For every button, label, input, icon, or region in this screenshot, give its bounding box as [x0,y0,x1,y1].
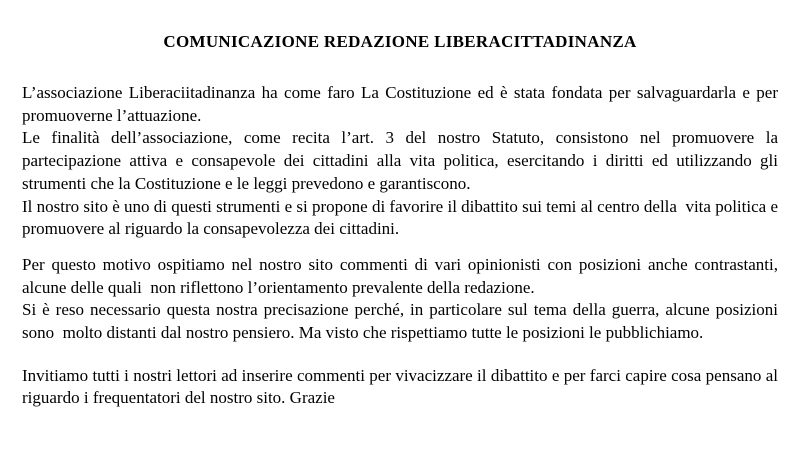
sentence: Per questo motivo ospitiamo nel nostro sito commenti di vari opinionisti con posizioni anche contrastanti, alcune delle quali non riflettono l’orientamento prevalente della redazione. [22,254,783,297]
sentence: Il nostro sito è uno di questi strumenti e si propone di favorire il dibattito sui temi al centro della vita politica e promuovere al riguardo la consapevolezza dei cittadini. [22,196,783,239]
sentence: Si è reso necessario questa nostra precisazione perché, in particolare sul tema della guerra, alcune posizioni sono molto distanti dal nostro pensiero. Ma visto che rispettiamo tutte le posizioni le pubblichiamo. [22,300,783,343]
sentence: Invitiamo tutti i nostri lettori ad inserire commenti per vivacizzare il dibattito e per farci capire cosa pensano al riguardo i frequentatori del nostro sito. Grazie [22,365,783,408]
paragraph-block-precisazione [22,254,783,345]
sentence: L’associazione Liberaciitadinanza ha come faro La Costituzione ed è stata fondata per salvaguardarla e per promuoverne l’attuazione. [22,83,783,125]
paragraph-block-invito [22,365,783,410]
document-title: COMUNICAZIONE REDAZIONE LIBERACITTADINANZA [163,32,637,51]
sentence: Le finalità dell’associazione, come recita l’art. 3 del nostro Statuto, consistono nel promuovere la partecipazione attiva e consapevole dei cittadini alla vita politica, esercitando i diritti ed utilizzando gli strumenti che la Costituzione e le leggi prevedono e garantiscono. [22,128,783,193]
paragraph-block-intro [22,82,783,241]
